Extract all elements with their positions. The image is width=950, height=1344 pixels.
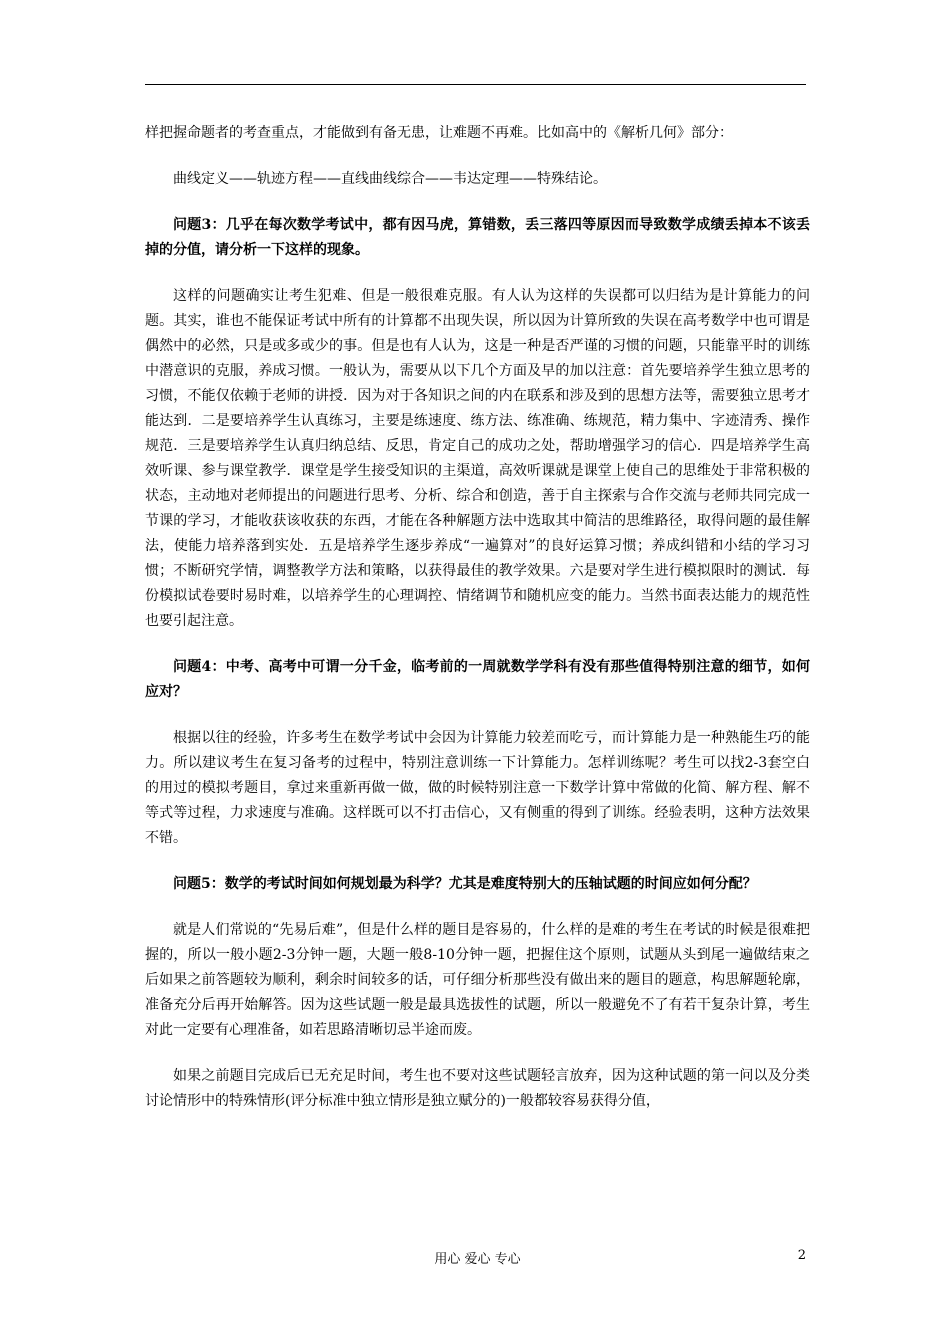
question-heading: 问题5：数学的考试时间如何规划最为科学？尤其是难度特别大的压轴试题的时间应如何分配？ — [173, 876, 757, 892]
footer-motto: 用心 爱心 专心 — [434, 1252, 521, 1267]
paragraph: 样把握命题者的考查重点，才能做到有备无患，让难题不再难。比如高中的《解析几何》部分： — [145, 125, 733, 141]
paragraph: 曲线定义——轨迹方程——直线曲线综合——韦达定理——特殊结论。 — [173, 171, 607, 187]
paragraph: 就是人们常说的“先易后难”，但是什么样的题目是容易的，什么样的是难的考生在考试的时候是很难把握的，所以一般小题2-3分钟一题，大题一般8-10分钟一题，把握住这个原则，试题从头到尾一遍做结束之后如果之前答题较为顺利，剩余时间较多的话，可仔细分析那些没有做出来的题目的题意，构思解题轮廓，准备充分后再开始解答。因为这些试题一般是最具选拔性的试题，所以一般避免不了有若干复杂计算，考生对此一定要有心理准备，如若思路清晰切忌半途而废。 — [145, 922, 810, 1038]
question-heading: 问题4：中考、高考中可谓一分千金，临考前的一周就数学学科有没有那些值得特别注意的细节，如何应对？ — [145, 659, 810, 700]
body-text — [145, 121, 810, 1135]
page-footer — [145, 1248, 810, 1270]
paragraph: 根据以往的经验，许多考生在数学考试中会因为计算能力较差而吃亏，而计算能力是一种熟能生巧的能力。所以建议考生在复习备考的过程中，特别注意训练一下计算能力。怎样训练呢？考生可以找2-3套空白的用过的模拟考题目，拿过来重新再做一做，做的时候特别注意一下数学计算中常做的化简、解方程、解不等式等过程，力求速度与准确。这样既可以不打击信心，又有侧重的得到了训练。经验表明，这种方法效果不错。 — [145, 730, 810, 846]
paragraph: 如果之前题目完成后已无充足时间，考生也不要对这些试题轻言放弃，因为这种试题的第一问以及分类讨论情形中的特殊情形(评分标准中独立情形是独立赋分的)一般都较容易获得分值， — [145, 1068, 810, 1109]
page-number: 2 — [797, 1248, 806, 1263]
question-heading: 问题3：几乎在每次数学考试中，都有因马虎，算错数，丢三落四等原因而导致数学成绩丢掉本不该丢掉的分值，请分析一下这样的现象。 — [145, 217, 810, 258]
header-rule — [145, 84, 806, 85]
paragraph: 这样的问题确实让考生犯难、但是一般很难克服。有人认为这样的失误都可以归结为是计算能力的问题。其实，谁也不能保证考试中所有的计算都不出现失误，所以因为计算所致的失误在高考数学中也可谓是偶然中的必然，只是或多或少的事。但是也有人认为，这是一种是否严谨的习惯的问题，只能靠平时的训练中潜意识的克服，养成习惯。一般认为，需要从以下几个方面及早的加以注意：首先要培养学生独立思考的习惯，不能仅依赖于老师的讲授．因为对于各知识之间的内在联系和涉及到的思想方法等，需要独立思考才能达到．二是要培养学生认真练习，主要是练速度、练方法、练准确、练规范，精力集中、字迹清秀、操作规范．三是要培养学生认真归纳总结、反思，肯定自己的成功之处，帮助增强学习的信心．四是培养学生高效听课、参与课堂教学．课堂是学生接受知识的主渠道，高效听课就是课堂上使自己的思维处于非常积极的状态，主动地对老师提出的问题进行思考、分析、综合和创造，善于自主探索与合作交流与老师共同完成一节课的学习，才能收获该收获的东西，才能在各种解题方法中选取其中简洁的思维路径，取得问题的最佳解法，使能力培养落到实处．五是培养学生逐步养成“一遍算对”的良好运算习惯；养成纠错和小结的学习习惯；不断研究学情，调整教学方法和策略，以获得最佳的教学效果。六是要对学生进行模拟限时的测试．每份模拟试卷要时易时难，以培养学生的心理调控、情绪调节和随机应变的能力。当然书面表达能力的规范性也要引起注意。 — [145, 288, 810, 629]
